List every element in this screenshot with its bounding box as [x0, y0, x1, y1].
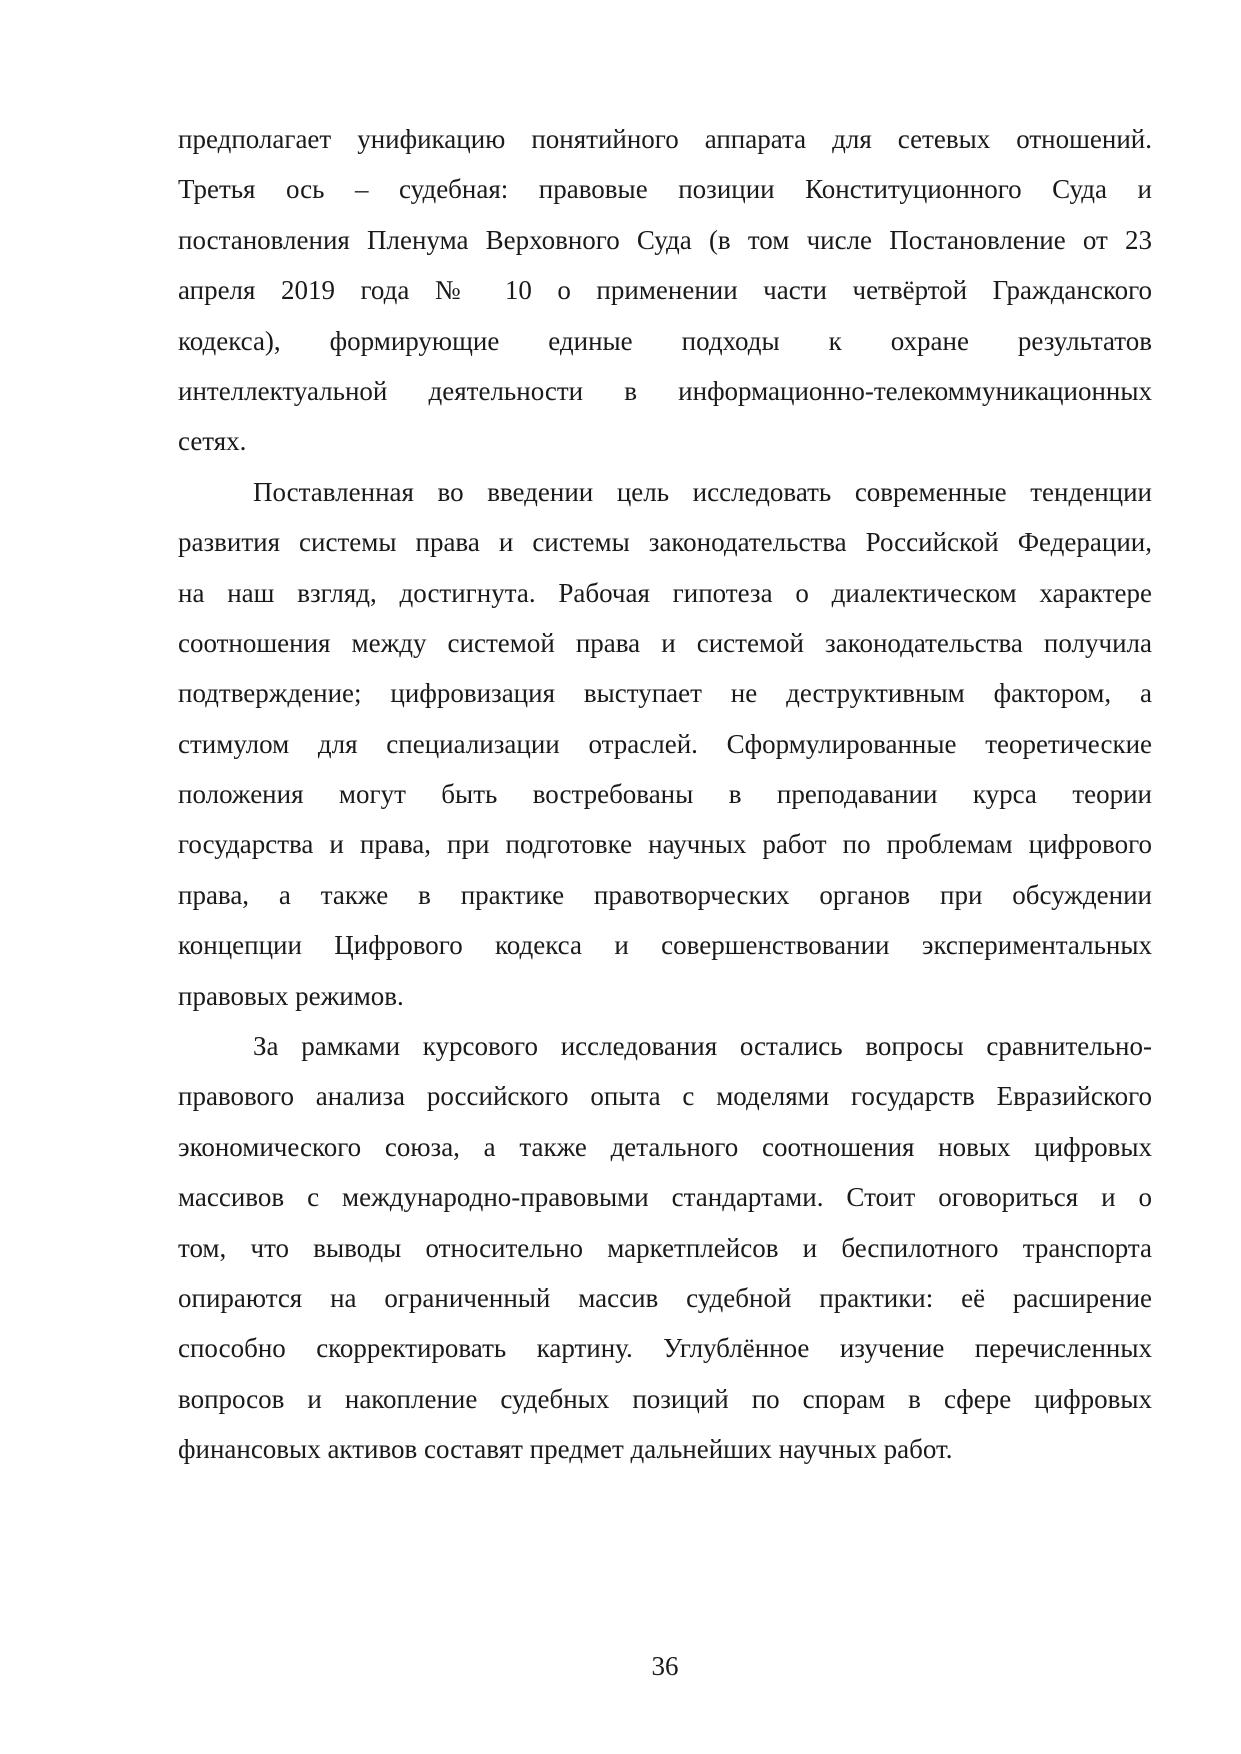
text-line: сетях.: [178, 426, 247, 457]
text-line: предполагает унификацию понятийного аппарата для сетевых отношений.: [178, 124, 1152, 154]
text-line: стимулом для специализации отраслей. Сформулированные теоретические: [178, 728, 1152, 759]
text-line: положения могут быть востребованы в преподавании курса теории: [178, 779, 1152, 810]
text-line: на наш взгляд, достигнута. Рабочая гипотеза о диалектическом характере: [178, 577, 1152, 608]
text-line: том, что выводы относительно маркетплейсов и беспилотного транспорта: [178, 1232, 1152, 1263]
paragraph: [178, 114, 1152, 467]
text-line: способно скорректировать картину. Углублённое изучение перечисленных: [178, 1333, 1152, 1364]
text-line: вопросов и накопление судебных позиций по спорам в сфере цифровых: [178, 1383, 1152, 1414]
text-line: апреля 2019 года № 10 о применении части четвёртой Гражданского: [178, 275, 1152, 306]
text-line: соотношения между системой права и системой законодательства получила: [178, 627, 1152, 658]
text-line: За рамками курсового исследования остались вопросы сравнительно-: [253, 1031, 1152, 1062]
text-line: развития системы права и системы законодательства Российской Федерации,: [178, 527, 1152, 558]
body-text: [178, 114, 1152, 1475]
text-line: интеллектуальной деятельности в информационно-телекоммуникационных: [178, 375, 1152, 406]
text-line: правового анализа российского опыта с моделями государств Евразийского: [178, 1081, 1152, 1112]
text-line: массивов с международно-правовыми стандартами. Стоит оговориться и о: [178, 1182, 1152, 1213]
text-line: экономического союза, а также детального соотношения новых цифровых: [178, 1131, 1152, 1162]
paragraph: [178, 467, 1152, 1021]
text-line: Поставленная во введении цель исследовать современные тенденции: [253, 476, 1152, 507]
text-line: опираются на ограниченный массив судебной практики: её расширение: [178, 1282, 1152, 1313]
page-number: 36: [651, 1651, 679, 1681]
text-line: концепции Цифрового кодекса и совершенствовании экспериментальных: [178, 930, 1152, 961]
text-line: постановления Пленума Верховного Суда (в том числе Постановление от 23: [178, 224, 1152, 255]
text-line: финансовых активов составят предмет дальнейших научных работ.: [178, 1434, 953, 1465]
paragraph: [178, 1021, 1152, 1475]
text-line: государства и права, при подготовке научных работ по проблемам цифрового: [178, 829, 1152, 860]
text-line: права, а также в практике правотворческих органов при обсуждении: [178, 879, 1152, 910]
text-line: подтверждение; цифровизация выступает не деструктивным фактором, а: [178, 678, 1152, 709]
text-line: Третья ось – судебная: правовые позиции Конституционного Суда и: [178, 174, 1152, 205]
text-line: кодекса), формирующие единые подходы к охране результатов: [178, 325, 1152, 356]
text-line: правовых режимов.: [178, 980, 404, 1011]
